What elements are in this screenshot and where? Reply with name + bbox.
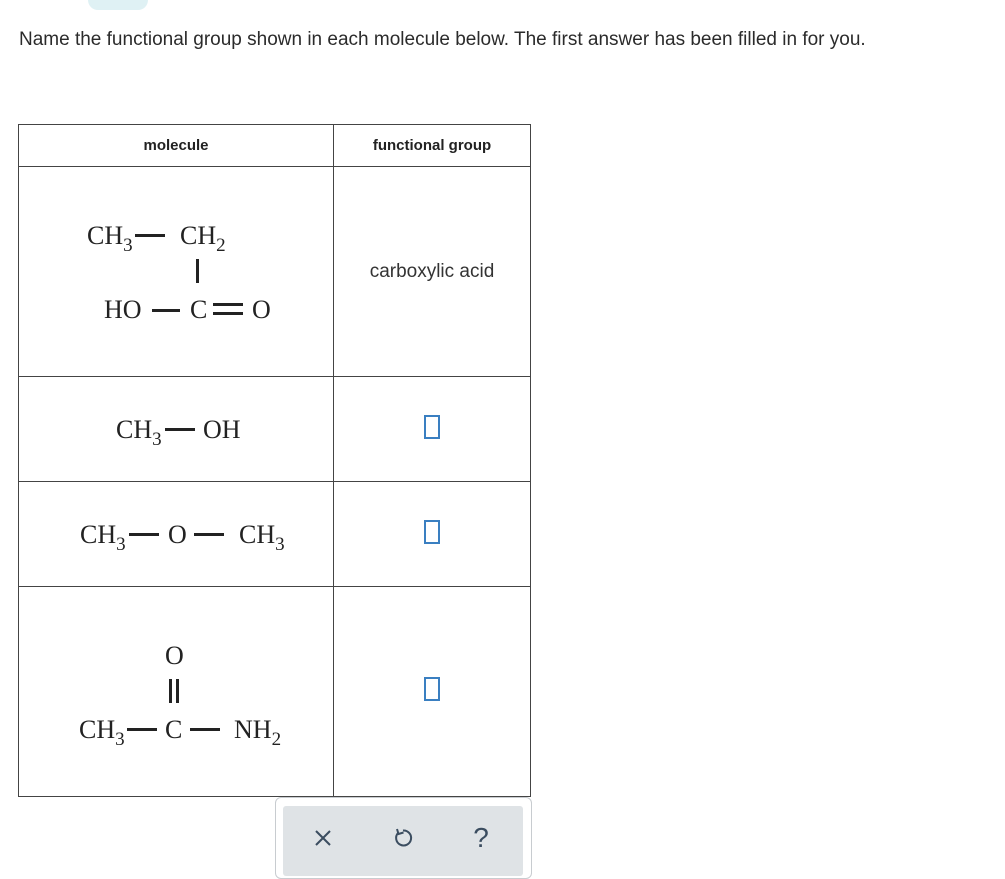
close-icon	[313, 828, 333, 848]
table-row	[19, 377, 531, 482]
single-bond	[152, 309, 180, 312]
formula-ch3: $CH_3$	[116, 415, 162, 450]
table-row	[19, 167, 531, 377]
header-molecule: molecule	[19, 125, 334, 167]
undo-button[interactable]	[385, 820, 421, 856]
formula-c: C	[165, 715, 183, 744]
table-row	[19, 482, 531, 587]
single-bond	[129, 533, 159, 536]
formula-o: O	[252, 295, 271, 324]
formula-ch3: $CH_3$	[87, 221, 133, 256]
functional-group-cell	[334, 587, 531, 797]
double-bond-left	[169, 679, 172, 703]
answer-input[interactable]	[424, 415, 440, 439]
double-bond-top	[213, 303, 243, 306]
formula-ch2: $CH_2$	[180, 221, 226, 256]
single-bond	[190, 728, 220, 731]
double-bond-right	[176, 679, 179, 703]
answer-toolbar	[283, 806, 523, 876]
formula-c: C	[190, 295, 208, 324]
formula-nh2: $NH_2$	[234, 715, 282, 750]
help-button[interactable]: ?	[473, 822, 489, 853]
answer-input[interactable]	[424, 677, 440, 701]
formula-ch3-right: $CH_3$	[239, 520, 285, 555]
answer-input[interactable]	[424, 520, 440, 544]
formula-ho: HO	[104, 295, 142, 324]
molecule-cell	[19, 377, 334, 482]
double-bond-bottom	[213, 312, 243, 315]
answer-table	[18, 124, 531, 797]
formula-ch3-left: $CH_3$	[80, 520, 126, 555]
top-tab[interactable]	[88, 0, 148, 10]
formula-o: O	[165, 641, 184, 670]
instructions-text: Name the functional group shown in each molecule below. The first answer has been filled in for you.	[19, 29, 866, 50]
molecule-cell	[19, 482, 334, 587]
formula-oh: OH	[203, 415, 241, 444]
single-bond	[194, 533, 224, 536]
header-functional-group: functional group	[334, 125, 531, 167]
table-row	[19, 587, 531, 797]
single-bond	[135, 234, 165, 237]
vertical-bond	[196, 259, 199, 283]
single-bond	[127, 728, 157, 731]
functional-group-answer: carboxylic acid	[369, 260, 495, 282]
functional-group-cell	[334, 377, 531, 482]
molecule-cell	[19, 167, 334, 377]
single-bond	[165, 428, 195, 431]
functional-group-cell	[334, 167, 531, 377]
functional-group-cell	[334, 482, 531, 587]
clear-button[interactable]	[305, 820, 341, 856]
formula-o: O	[168, 520, 187, 549]
table-header-row	[19, 125, 531, 167]
molecule-cell	[19, 587, 334, 797]
formula-ch3: $CH_3$	[79, 715, 125, 750]
undo-icon	[392, 827, 414, 849]
